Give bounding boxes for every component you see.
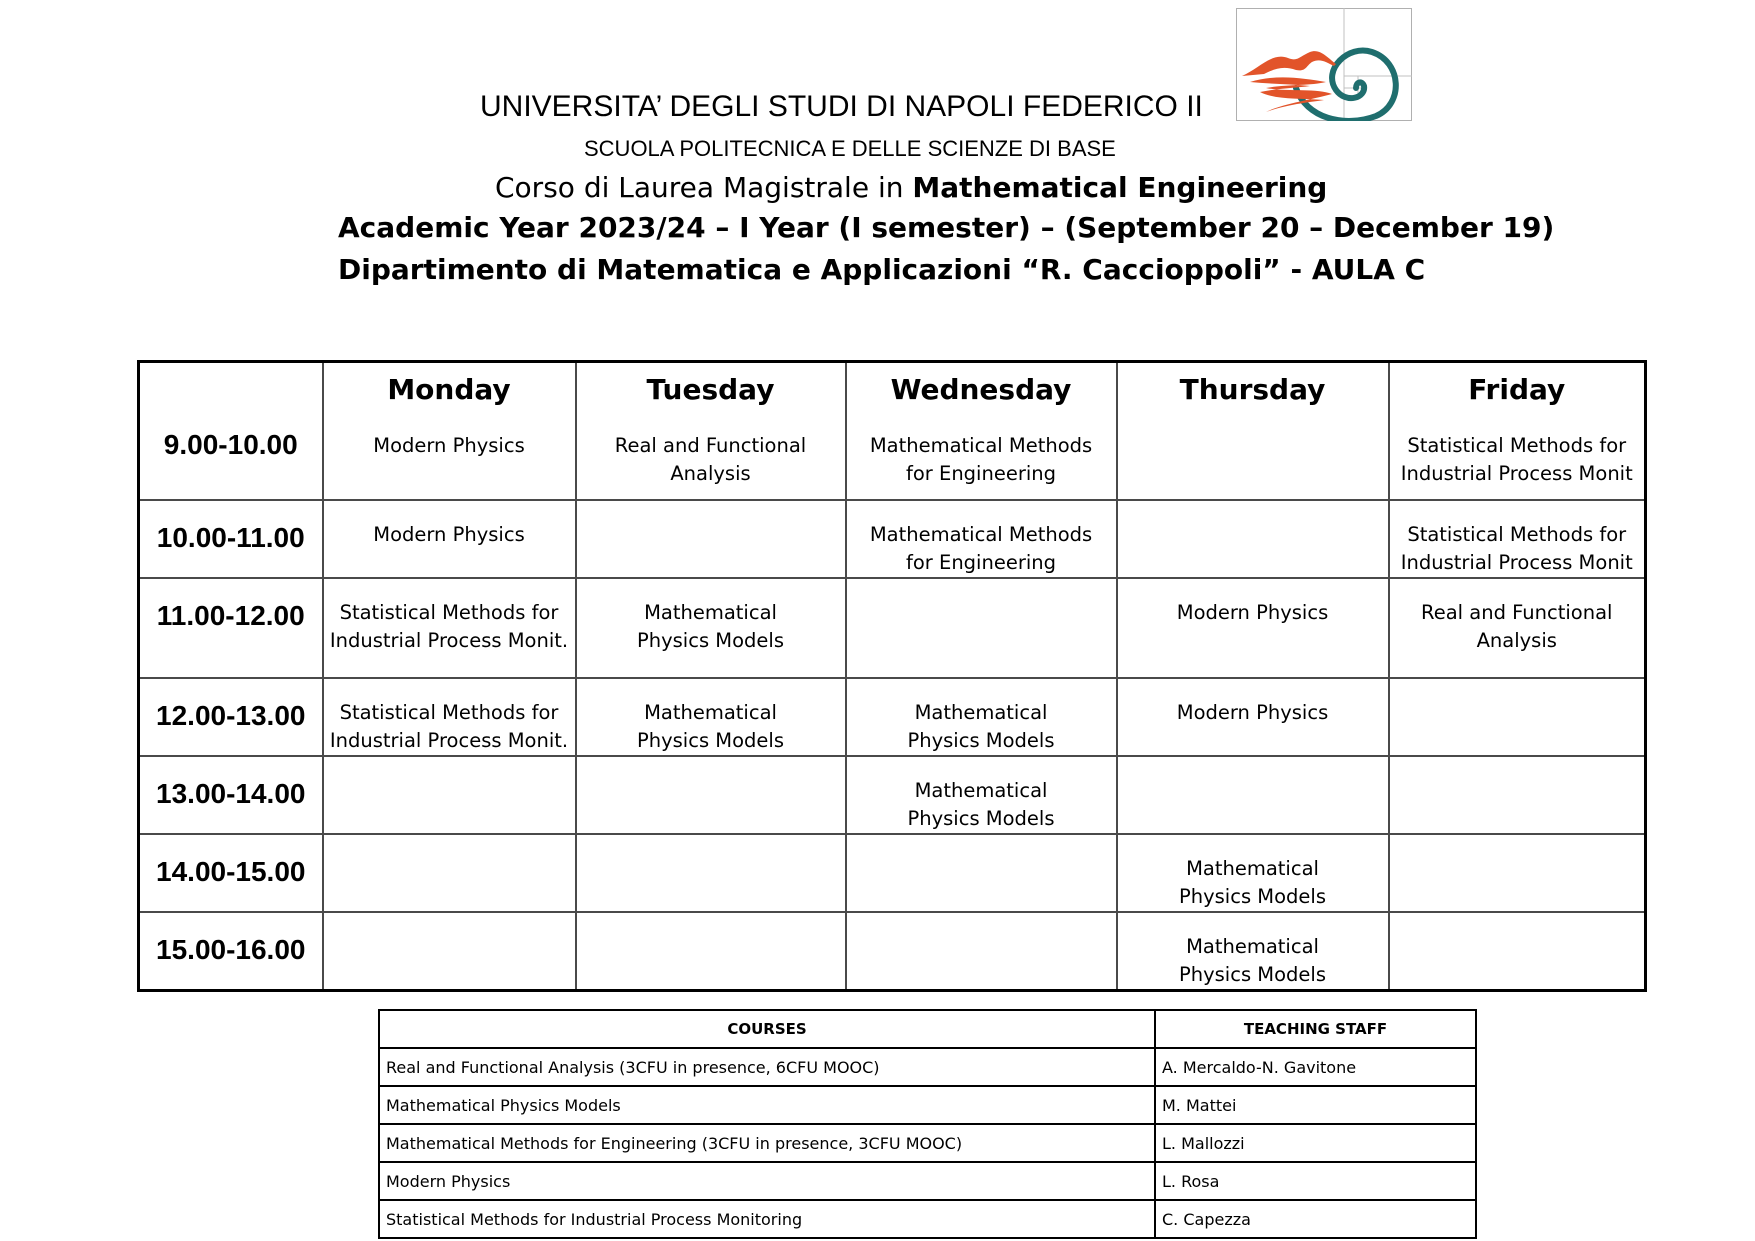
schedule-cell [846,912,1117,991]
degree-course [495,171,1327,204]
time-slot: 9.00-10.00 [139,362,323,500]
table-row [379,1124,1476,1162]
table-row [379,1048,1476,1086]
course-name: Mathematical Physics Models [379,1086,1155,1124]
table-row [379,1200,1476,1238]
day-header: Monday [323,362,576,412]
table-row [139,756,1646,834]
schedule-cell: Statistical Methods for Industrial Process Monit. [323,678,576,756]
courses-header-row [379,1010,1476,1048]
schedule-cell [846,578,1117,678]
time-slot: 10.00-11.00 [139,500,323,578]
courses-column-header: COURSES [379,1010,1155,1048]
table-row [139,678,1646,756]
teaching-staff: L. Mallozzi [1155,1124,1476,1162]
schedule-cell: Modern Physics [1117,678,1389,756]
time-slot: 14.00-15.00 [139,834,323,912]
schedule-cell: Mathematical Physics Models [576,578,846,678]
table-row [379,1086,1476,1124]
schedule-cell [1117,756,1389,834]
table-row [139,912,1646,991]
schedule-cell [576,834,846,912]
schedule-cell [576,912,846,991]
course-name: Mathematical Methods for Engineering (3CFU in presence, 3CFU MOOC) [379,1124,1155,1162]
time-slot: 12.00-13.00 [139,678,323,756]
day-header: Friday [1389,362,1646,412]
staff-column-header: TEACHING STAFF [1155,1010,1476,1048]
schedule-cell [1117,412,1389,500]
course-name: Modern Physics [379,1162,1155,1200]
academic-year: Academic Year 2023/24 – I Year (I semester) – (September 20 – December 19) [338,211,1555,244]
schedule-cell: Modern Physics [323,412,576,500]
schedule-cell: Mathematical Physics Models [576,678,846,756]
schedule-cell [1389,834,1646,912]
day-header: Tuesday [576,362,846,412]
day-header: Thursday [1117,362,1389,412]
schedule-cell [576,756,846,834]
table-row [139,500,1646,578]
schedule-cell [846,834,1117,912]
schedule-cell: Statistical Methods for Industrial Process Monit. [323,578,576,678]
school-name: SCUOLA POLITECNICA E DELLE SCIENZE DI BASE [584,136,1116,161]
schedule-cell: Modern Physics [323,500,576,578]
schedule-cell: Mathematical Methods for Engineering [846,412,1117,500]
course-name: Real and Functional Analysis (3CFU in presence, 6CFU MOOC) [379,1048,1155,1086]
schedule-cell: Mathematical Methods for Engineering [846,500,1117,578]
schedule-cell [1389,912,1646,991]
timetable [137,360,1647,992]
degree-course-name: Mathematical Engineering [912,171,1328,204]
teaching-staff: L. Rosa [1155,1162,1476,1200]
table-row [379,1162,1476,1200]
schedule-cell: Statistical Methods for Industrial Process Monit [1389,500,1646,578]
university-logo-icon [1236,8,1412,121]
schedule-cell: Mathematical Physics Models [846,756,1117,834]
schedule-cell: Real and Functional Analysis [576,412,846,500]
teaching-staff: A. Mercaldo-N. Gavitone [1155,1048,1476,1086]
teaching-staff: C. Capezza [1155,1200,1476,1238]
course-name: Statistical Methods for Industrial Process Monitoring [379,1200,1155,1238]
schedule-cell [1389,678,1646,756]
time-slot: 13.00-14.00 [139,756,323,834]
schedule-cell: Modern Physics [1117,578,1389,678]
courses-table [378,1009,1477,1239]
schedule-cell: Statistical Methods for Industrial Process Monit [1389,412,1646,500]
degree-course-prefix: Corso di Laurea Magistrale in [495,171,913,204]
schedule-cell [576,500,846,578]
schedule-cell [1117,500,1389,578]
table-row [139,412,1646,500]
schedule-cell: Real and Functional Analysis [1389,578,1646,678]
university-name: UNIVERSITA’ DEGLI STUDI DI NAPOLI FEDERICO II [480,90,1203,123]
schedule-cell [323,912,576,991]
schedule-cell [323,756,576,834]
schedule-cell: Mathematical Physics Models [1117,912,1389,991]
schedule-cell [323,834,576,912]
time-slot: 15.00-16.00 [139,912,323,991]
time-slot: 11.00-12.00 [139,578,323,678]
schedule-cell [1389,756,1646,834]
schedule-cell: Mathematical Physics Models [846,678,1117,756]
timetable-header-row [139,362,1646,412]
schedule-cell: Mathematical Physics Models [1117,834,1389,912]
department-room: Dipartimento di Matematica e Applicazioni “R. Caccioppoli” - AULA C [338,253,1426,286]
teaching-staff: M. Mattei [1155,1086,1476,1124]
table-row [139,578,1646,678]
table-row [139,834,1646,912]
day-header: Wednesday [846,362,1117,412]
